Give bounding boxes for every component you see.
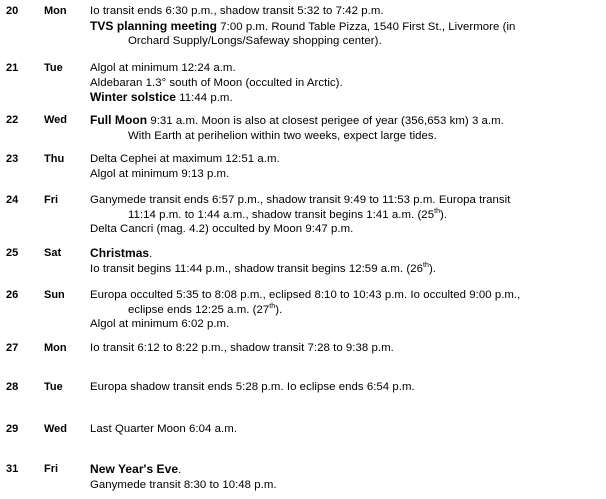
event-list bbox=[90, 462, 602, 492]
event-line bbox=[90, 90, 602, 106]
event-line: Io transit ends 6:30 p.m., shadow transit 5:32 to 7:42 p.m. bbox=[90, 5, 384, 17]
day-of-week: Mon bbox=[44, 5, 67, 17]
day-number: 23 bbox=[6, 153, 19, 165]
day-number: 27 bbox=[6, 342, 19, 354]
event-text: 9:31 a.m. Moon is also at closest perigee of year (356,653 km) 3 a.m. bbox=[147, 115, 504, 127]
event-text-end: ). bbox=[428, 262, 436, 275]
event-line bbox=[90, 462, 602, 478]
event-text-end: ). bbox=[440, 208, 448, 221]
day-of-week: Sun bbox=[44, 289, 65, 301]
day-of-week: Wed bbox=[44, 114, 68, 126]
day-number: 25 bbox=[6, 247, 19, 259]
day-number: 22 bbox=[6, 114, 19, 126]
event-list bbox=[90, 61, 602, 106]
event-highlight: Full Moon bbox=[90, 113, 148, 127]
event-list bbox=[90, 193, 602, 237]
day-of-week: Wed bbox=[44, 423, 68, 435]
day-of-week: Fri bbox=[44, 463, 59, 475]
event-line: Ganymede transit ends 6:57 p.m., shadow transit 9:49 to 11:53 p.m. Europa transit bbox=[90, 194, 511, 206]
event-text: Io transit begins 11:44 p.m., shadow transit begins 12:59 a.m. (26 bbox=[90, 262, 423, 275]
event-line: Europa shadow transit ends 5:28 p.m. Io eclipse ends 6:54 p.m. bbox=[90, 381, 415, 393]
day-number: 31 bbox=[6, 463, 19, 475]
event-line: Algol at minimum 9:13 p.m. bbox=[90, 167, 230, 180]
event-line bbox=[90, 113, 602, 129]
ordinal-suffix: th bbox=[422, 261, 429, 269]
day-number: 20 bbox=[6, 5, 19, 17]
event-line: Ganymede transit 8:30 to 10:48 p.m. bbox=[90, 478, 277, 491]
event-list bbox=[90, 422, 602, 437]
event-text: 11:14 p.m. to 1:44 a.m., shadow transit begins 1:41 a.m. (25 bbox=[128, 208, 435, 221]
event-text-end: ). bbox=[275, 303, 283, 316]
event-highlight: New Year's Eve bbox=[90, 462, 179, 476]
event-line-continued bbox=[90, 208, 602, 223]
event-line-continued bbox=[90, 303, 602, 318]
event-text: 7:00 p.m. Round Table Pizza, 1540 First St., Livermore (in bbox=[217, 20, 516, 33]
day-number: 26 bbox=[6, 289, 19, 301]
day-of-week: Thu bbox=[44, 153, 65, 165]
day-number: 28 bbox=[6, 381, 19, 393]
day-of-week: Sat bbox=[44, 247, 62, 259]
day-number: 29 bbox=[6, 423, 19, 435]
event-line: Last Quarter Moon 6:04 a.m. bbox=[90, 423, 237, 435]
event-text: . bbox=[149, 248, 153, 260]
event-line bbox=[90, 246, 602, 262]
event-line: Aldebaran 1.3° south of Moon (occulted in Arctic). bbox=[90, 76, 343, 89]
day-number: 21 bbox=[6, 62, 19, 74]
day-of-week: Tue bbox=[44, 62, 63, 74]
day-of-week: Fri bbox=[44, 194, 59, 206]
event-text: eclipse ends 12:25 a.m. (27 bbox=[128, 303, 270, 316]
event-line: Algol at minimum 6:02 p.m. bbox=[90, 318, 230, 330]
event-list bbox=[90, 341, 602, 356]
event-line: Delta Cancri (mag. 4.2) occulted by Moon 9:47 p.m. bbox=[90, 223, 354, 235]
event-list bbox=[90, 152, 602, 181]
event-line: Io transit 6:12 to 8:22 p.m., shadow transit 7:28 to 9:38 p.m. bbox=[90, 342, 394, 354]
event-highlight: Christmas bbox=[90, 246, 150, 260]
event-line bbox=[90, 262, 602, 277]
event-line: Delta Cephei at maximum 12:51 a.m. bbox=[90, 153, 280, 165]
event-highlight: Winter solstice bbox=[90, 90, 176, 104]
event-text: . bbox=[178, 464, 182, 476]
event-line: Europa occulted 5:35 to 8:08 p.m., eclipsed 8:10 to 10:43 p.m. Io occulted 9:00 p.m., bbox=[90, 289, 521, 301]
event-highlight: TVS planning meeting bbox=[90, 18, 218, 33]
event-list bbox=[90, 380, 602, 395]
event-list bbox=[90, 288, 602, 332]
event-line: Algol at minimum 12:24 a.m. bbox=[90, 62, 236, 74]
event-list bbox=[90, 113, 602, 143]
event-text: 11:44 p.m. bbox=[176, 92, 233, 104]
event-line-continued: Orchard Supply/Longs/Safeway shopping center). bbox=[128, 35, 382, 47]
day-number: 24 bbox=[6, 194, 19, 206]
event-line bbox=[90, 19, 602, 35]
event-list bbox=[90, 246, 602, 276]
ordinal-suffix: th bbox=[269, 302, 276, 310]
ordinal-suffix: th bbox=[434, 207, 441, 215]
event-list bbox=[90, 4, 602, 49]
day-of-week: Mon bbox=[44, 342, 67, 354]
event-line-continued: With Earth at perihelion within two weeks, expect large tides. bbox=[128, 129, 437, 142]
day-of-week: Tue bbox=[44, 381, 63, 393]
